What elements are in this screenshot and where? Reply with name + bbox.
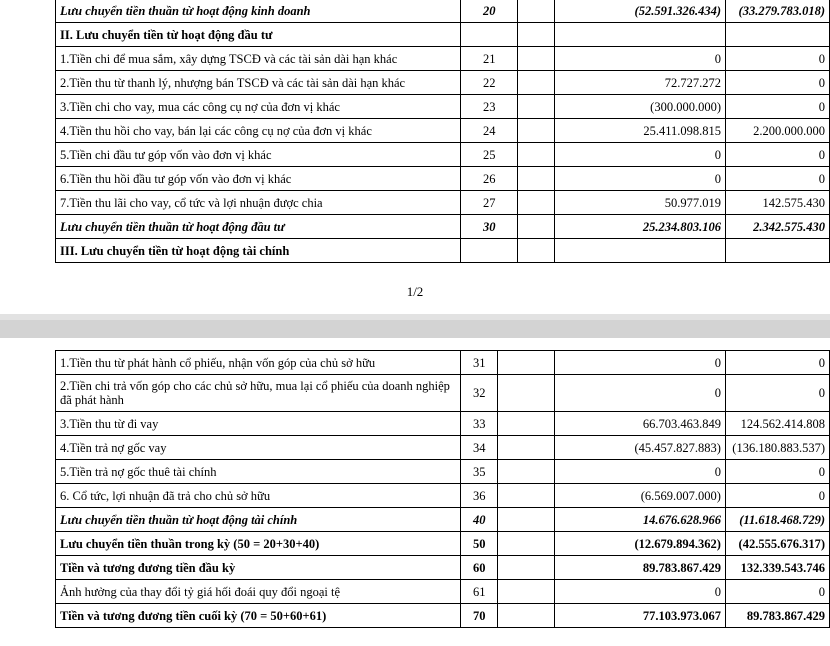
table-row	[56, 580, 830, 604]
row-note	[498, 604, 555, 628]
row-previous-value: 0	[725, 95, 829, 119]
row-note	[498, 460, 555, 484]
row-previous-value: 124.562.414.808	[725, 412, 829, 436]
table-row	[56, 556, 830, 580]
row-code: 22	[461, 71, 518, 95]
row-current-value: 0	[555, 580, 726, 604]
row-previous-value: 0	[725, 484, 829, 508]
row-label: Tiền và tương đương tiền đầu kỳ	[56, 556, 461, 580]
row-current-value: 77.103.973.067	[555, 604, 726, 628]
row-previous-value: (11.618.468.729)	[725, 508, 829, 532]
row-current-value: 72.727.272	[555, 71, 726, 95]
row-current-value: 25.234.803.106	[555, 215, 726, 239]
cashflow-table-page-2	[55, 350, 830, 628]
row-code	[461, 239, 518, 263]
row-code: 40	[461, 508, 498, 532]
row-previous-value: 142.575.430	[725, 191, 829, 215]
row-code: 34	[461, 436, 498, 460]
row-note	[498, 580, 555, 604]
row-label: II. Lưu chuyển tiền từ hoạt động đầu tư	[56, 23, 461, 47]
row-code: 36	[461, 484, 498, 508]
row-previous-value: 0	[725, 375, 829, 412]
row-previous-value: 0	[725, 47, 829, 71]
row-current-value: (45.457.827.883)	[555, 436, 726, 460]
cashflow-table-page-1	[55, 0, 830, 263]
row-current-value: 0	[555, 460, 726, 484]
table-row	[56, 0, 830, 23]
table-row	[56, 412, 830, 436]
row-note	[518, 167, 555, 191]
row-label: 2.Tiền thu từ thanh lý, nhượng bán TSCĐ và các tài sản dài hạn khác	[56, 71, 461, 95]
page-number: 1/2	[406, 284, 424, 299]
row-label: 1.Tiền chi để mua sắm, xây dựng TSCĐ và các tài sản dài hạn khác	[56, 47, 461, 71]
table-row	[56, 143, 830, 167]
row-note	[498, 484, 555, 508]
row-code: 50	[461, 532, 498, 556]
row-current-value: 89.783.867.429	[555, 556, 726, 580]
row-code: 61	[461, 580, 498, 604]
table-row	[56, 23, 830, 47]
row-label: 4.Tiền trả nợ gốc vay	[56, 436, 461, 460]
row-previous-value: 2.342.575.430	[725, 215, 829, 239]
table-row	[56, 71, 830, 95]
row-label: 3.Tiền thu từ đi vay	[56, 412, 461, 436]
row-code: 32	[461, 375, 498, 412]
page-separator	[0, 314, 830, 338]
row-code: 21	[461, 47, 518, 71]
row-code: 35	[461, 460, 498, 484]
row-note	[518, 119, 555, 143]
row-note	[498, 508, 555, 532]
row-previous-value: 89.783.867.429	[725, 604, 829, 628]
table-row	[56, 604, 830, 628]
row-label: 4.Tiền thu hồi cho vay, bán lại các công cụ nợ của đơn vị khác	[56, 119, 461, 143]
table-row	[56, 215, 830, 239]
row-note	[498, 532, 555, 556]
table-row	[56, 167, 830, 191]
table-row	[56, 95, 830, 119]
row-note	[498, 351, 555, 375]
row-label: 5.Tiền chi đầu tư góp vốn vào đơn vị khác	[56, 143, 461, 167]
document-page-1	[0, 0, 830, 314]
row-current-value: 0	[555, 143, 726, 167]
table-row	[56, 191, 830, 215]
row-previous-value: 0	[725, 167, 829, 191]
table-row	[56, 375, 830, 412]
table-row	[56, 532, 830, 556]
row-note	[518, 143, 555, 167]
row-current-value: 0	[555, 351, 726, 375]
row-code: 60	[461, 556, 498, 580]
row-previous-value: 0	[725, 580, 829, 604]
row-note	[518, 95, 555, 119]
row-previous-value	[725, 23, 829, 47]
row-current-value: (6.569.007.000)	[555, 484, 726, 508]
table-row	[56, 484, 830, 508]
row-code: 26	[461, 167, 518, 191]
row-code: 24	[461, 119, 518, 143]
row-current-value: 0	[555, 375, 726, 412]
row-label: Tiền và tương đương tiền cuối kỳ (70 = 50+60+61)	[56, 604, 461, 628]
row-label: 3.Tiền chi cho vay, mua các công cụ nợ của đơn vị khác	[56, 95, 461, 119]
document-page-2	[0, 338, 830, 646]
row-previous-value: 0	[725, 143, 829, 167]
table-row	[56, 436, 830, 460]
row-note	[498, 412, 555, 436]
row-code: 25	[461, 143, 518, 167]
table-row	[56, 460, 830, 484]
row-code: 70	[461, 604, 498, 628]
row-label: 2.Tiền chi trả vốn góp cho các chủ sở hữu, mua lại cổ phiếu của doanh nghiệp đã phát hành	[56, 375, 461, 412]
row-current-value: (52.591.326.434)	[555, 0, 726, 23]
table-row	[56, 508, 830, 532]
row-note	[518, 71, 555, 95]
row-current-value: 14.676.628.966	[555, 508, 726, 532]
row-code: 27	[461, 191, 518, 215]
row-current-value: 0	[555, 167, 726, 191]
row-previous-value: 0	[725, 460, 829, 484]
row-label: Lưu chuyển tiền thuần từ hoạt động tài chính	[56, 508, 461, 532]
row-previous-value: (33.279.783.018)	[725, 0, 829, 23]
row-previous-value: (42.555.676.317)	[725, 532, 829, 556]
row-label: 6.Tiền thu hồi đầu tư góp vốn vào đơn vị khác	[56, 167, 461, 191]
row-label: 6. Cổ tức, lợi nhuận đã trả cho chủ sở hữu	[56, 484, 461, 508]
row-previous-value: (136.180.883.537)	[725, 436, 829, 460]
row-current-value	[555, 23, 726, 47]
row-current-value: 50.977.019	[555, 191, 726, 215]
row-note	[518, 239, 555, 263]
row-note	[518, 191, 555, 215]
row-current-value: (300.000.000)	[555, 95, 726, 119]
row-label: 7.Tiền thu lãi cho vay, cổ tức và lợi nhuận được chia	[56, 191, 461, 215]
row-label: Lưu chuyển tiền thuần từ hoạt động đầu tư	[56, 215, 461, 239]
row-current-value: 0	[555, 47, 726, 71]
row-code: 23	[461, 95, 518, 119]
table-row	[56, 351, 830, 375]
row-label: Lưu chuyển tiền thuần từ hoạt động kinh doanh	[56, 0, 461, 23]
table-row	[56, 239, 830, 263]
row-current-value	[555, 239, 726, 263]
row-label: 5.Tiền trả nợ gốc thuê tài chính	[56, 460, 461, 484]
row-label: III. Lưu chuyển tiền từ hoạt động tài chính	[56, 239, 461, 263]
row-code: 31	[461, 351, 498, 375]
row-current-value: 25.411.098.815	[555, 119, 726, 143]
row-note	[498, 556, 555, 580]
row-current-value: (12.679.894.362)	[555, 532, 726, 556]
row-note	[518, 47, 555, 71]
row-current-value: 66.703.463.849	[555, 412, 726, 436]
row-label: 1.Tiền thu từ phát hành cổ phiếu, nhận vốn góp của chủ sở hữu	[56, 351, 461, 375]
row-label: Ảnh hưởng của thay đổi tỷ giá hối đoái quy đổi ngoại tệ	[56, 580, 461, 604]
row-previous-value: 0	[725, 351, 829, 375]
row-code: 33	[461, 412, 498, 436]
row-previous-value: 2.200.000.000	[725, 119, 829, 143]
row-note	[498, 375, 555, 412]
row-code: 20	[461, 0, 518, 23]
row-code	[461, 23, 518, 47]
row-note	[518, 0, 555, 23]
table-row	[56, 47, 830, 71]
row-previous-value	[725, 239, 829, 263]
table-row	[56, 119, 830, 143]
row-note	[498, 436, 555, 460]
row-note	[518, 215, 555, 239]
row-label: Lưu chuyển tiền thuần trong kỳ (50 = 20+30+40)	[56, 532, 461, 556]
row-previous-value: 0	[725, 71, 829, 95]
row-note	[518, 23, 555, 47]
row-code: 30	[461, 215, 518, 239]
row-previous-value: 132.339.543.746	[725, 556, 829, 580]
